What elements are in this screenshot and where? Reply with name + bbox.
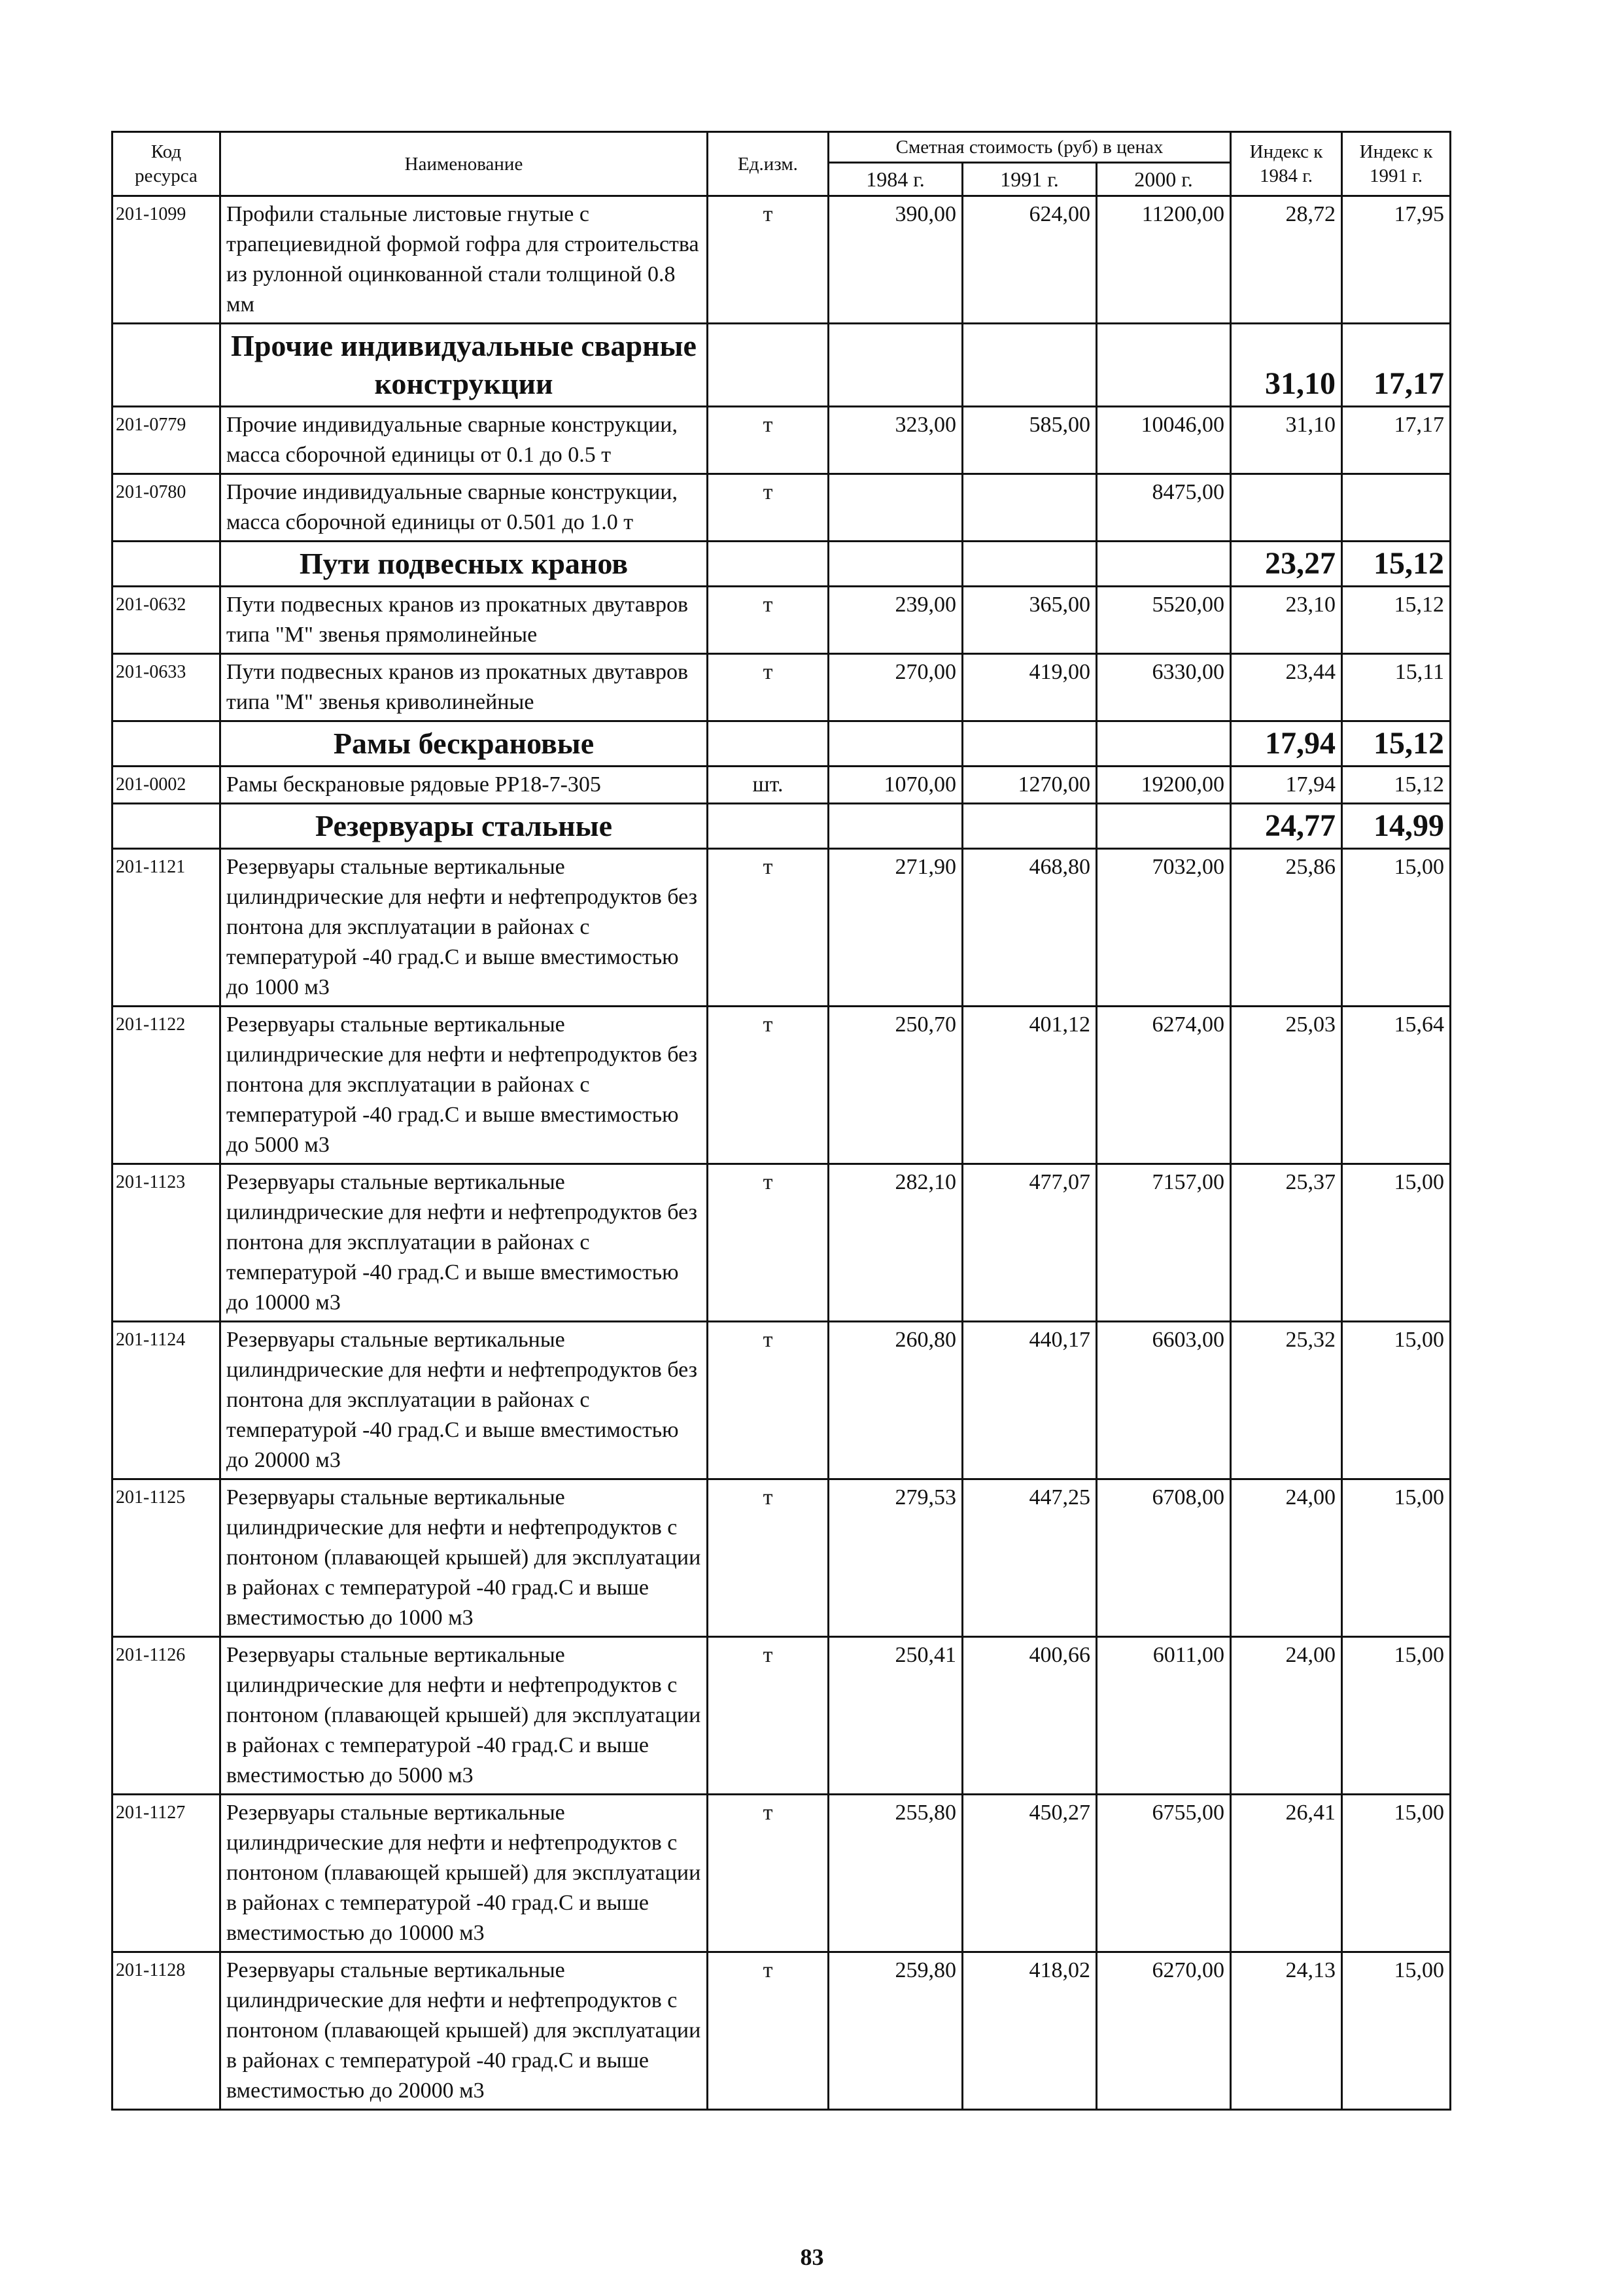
header-code: Код ресурса xyxy=(112,132,220,196)
table-row xyxy=(112,767,1451,804)
price-1991: 450,27 xyxy=(963,1795,1097,1952)
price-2000: 8475,00 xyxy=(1097,474,1231,542)
section-price-1984-cell xyxy=(829,324,963,407)
resource-unit: т xyxy=(708,1164,829,1322)
table-row xyxy=(112,1795,1451,1952)
resource-name: Резервуары стальные вертикальные цилиндрические для нефти и нефтепродуктов без понтона для эксплуатации в районах с температурой -40 град.С и выше вместимостью до 1000 м3 xyxy=(220,849,708,1007)
resource-code: 201-1127 xyxy=(112,1795,220,1952)
section-title: Резервуары стальные xyxy=(220,804,708,849)
price-table-sheet xyxy=(111,131,1449,2111)
resource-unit: т xyxy=(708,1795,829,1952)
resource-unit: т xyxy=(708,654,829,721)
section-price-2000-cell xyxy=(1097,721,1231,767)
table-body xyxy=(112,196,1451,2110)
price-1991: 585,00 xyxy=(963,407,1097,474)
price-1991: 477,07 xyxy=(963,1164,1097,1322)
price-table xyxy=(111,131,1451,2111)
index-1991: 15,64 xyxy=(1342,1007,1451,1164)
header-name: Наименование xyxy=(220,132,708,196)
index-1991: 15,12 xyxy=(1342,767,1451,804)
index-1991: 15,00 xyxy=(1342,1322,1451,1479)
section-price-1984-cell xyxy=(829,804,963,849)
index-1984: 26,41 xyxy=(1231,1795,1342,1952)
table-row xyxy=(112,1952,1451,2110)
price-1991: 365,00 xyxy=(963,587,1097,654)
index-1991: 15,00 xyxy=(1342,1164,1451,1322)
resource-code: 201-1122 xyxy=(112,1007,220,1164)
price-2000: 7157,00 xyxy=(1097,1164,1231,1322)
resource-name: Пути подвесных кранов из прокатных двутавров типа "М" звенья криволинейные xyxy=(220,654,708,721)
price-2000: 5520,00 xyxy=(1097,587,1231,654)
index-1984: 23,44 xyxy=(1231,654,1342,721)
price-2000: 7032,00 xyxy=(1097,849,1231,1007)
resource-unit: т xyxy=(708,407,829,474)
price-2000: 6274,00 xyxy=(1097,1007,1231,1164)
section-price-1984-cell xyxy=(829,721,963,767)
section-index-1991: 17,17 xyxy=(1342,324,1451,407)
index-1991: 15,00 xyxy=(1342,1795,1451,1952)
table-row xyxy=(112,1322,1451,1479)
price-1984: 271,90 xyxy=(829,849,963,1007)
section-price-2000-cell xyxy=(1097,324,1231,407)
header-unit: Ед.изм. xyxy=(708,132,829,196)
resource-name: Резервуары стальные вертикальные цилиндрические для нефти и нефтепродуктов без понтона для эксплуатации в районах с температурой -40 град.С и выше вместимостью до 20000 м3 xyxy=(220,1322,708,1479)
section-unit-cell xyxy=(708,542,829,587)
section-index-1991: 15,12 xyxy=(1342,542,1451,587)
resource-unit: т xyxy=(708,849,829,1007)
resource-code: 201-0632 xyxy=(112,587,220,654)
price-1984: 259,80 xyxy=(829,1952,963,2110)
price-1984: 239,00 xyxy=(829,587,963,654)
resource-name: Пути подвесных кранов из прокатных двутавров типа "М" звенья прямолинейные xyxy=(220,587,708,654)
table-row xyxy=(112,1479,1451,1637)
section-title: Рамы бескрановые xyxy=(220,721,708,767)
section-index-1984: 24,77 xyxy=(1231,804,1342,849)
resource-code: 201-1124 xyxy=(112,1322,220,1479)
section-index-1984: 31,10 xyxy=(1231,324,1342,407)
price-1984: 1070,00 xyxy=(829,767,963,804)
header-year-1991: 1991 г. xyxy=(963,163,1097,196)
section-index-1991: 15,12 xyxy=(1342,721,1451,767)
section-price-1991-cell xyxy=(963,721,1097,767)
section-unit-cell xyxy=(708,721,829,767)
price-1991: 440,17 xyxy=(963,1322,1097,1479)
price-2000: 6270,00 xyxy=(1097,1952,1231,2110)
section-index-1991: 14,99 xyxy=(1342,804,1451,849)
header-row-top xyxy=(112,132,1451,163)
index-1991: 17,17 xyxy=(1342,407,1451,474)
index-1984: 25,37 xyxy=(1231,1164,1342,1322)
resource-code: 201-1123 xyxy=(112,1164,220,1322)
resource-code: 201-1125 xyxy=(112,1479,220,1637)
section-row xyxy=(112,324,1451,407)
resource-code: 201-0779 xyxy=(112,407,220,474)
resource-code: 201-1121 xyxy=(112,849,220,1007)
price-1991: 1270,00 xyxy=(963,767,1097,804)
resource-name: Резервуары стальные вертикальные цилиндрические для нефти и нефтепродуктов без понтона для эксплуатации в районах с температурой -40 град.С и выше вместимостью до 10000 м3 xyxy=(220,1164,708,1322)
table-row xyxy=(112,407,1451,474)
price-1984: 260,80 xyxy=(829,1322,963,1479)
price-2000: 11200,00 xyxy=(1097,196,1231,324)
index-1991: 15,11 xyxy=(1342,654,1451,721)
resource-name: Резервуары стальные вертикальные цилиндрические для нефти и нефтепродуктов с понтоном (плавающей крышей) для эксплуатации в районах с температурой -40 град.С и выше вместимостью до 20000 м3 xyxy=(220,1952,708,2110)
price-1991 xyxy=(963,474,1097,542)
resource-unit: шт. xyxy=(708,767,829,804)
price-1984: 250,70 xyxy=(829,1007,963,1164)
resource-code: 201-1128 xyxy=(112,1952,220,2110)
index-1984: 25,86 xyxy=(1231,849,1342,1007)
section-price-2000-cell xyxy=(1097,804,1231,849)
index-1991 xyxy=(1342,474,1451,542)
index-1984: 28,72 xyxy=(1231,196,1342,324)
table-row xyxy=(112,1164,1451,1322)
index-1984: 24,00 xyxy=(1231,1637,1342,1795)
resource-unit: т xyxy=(708,587,829,654)
index-1984: 24,00 xyxy=(1231,1479,1342,1637)
price-1991: 418,02 xyxy=(963,1952,1097,2110)
table-row xyxy=(112,849,1451,1007)
price-1984: 282,10 xyxy=(829,1164,963,1322)
resource-unit: т xyxy=(708,1479,829,1637)
resource-unit: т xyxy=(708,1322,829,1479)
table-row xyxy=(112,474,1451,542)
section-index-1984: 17,94 xyxy=(1231,721,1342,767)
table-row xyxy=(112,196,1451,324)
header-cost-group: Сметная стоимость (руб) в ценах xyxy=(829,132,1231,163)
index-1984: 31,10 xyxy=(1231,407,1342,474)
index-1991: 15,00 xyxy=(1342,1479,1451,1637)
price-1984: 250,41 xyxy=(829,1637,963,1795)
price-2000: 6755,00 xyxy=(1097,1795,1231,1952)
resource-name: Прочие индивидуальные сварные конструкции, масса сборочной единицы от 0.501 до 1.0 т xyxy=(220,474,708,542)
section-code-cell xyxy=(112,804,220,849)
header-year-1984: 1984 г. xyxy=(829,163,963,196)
section-price-2000-cell xyxy=(1097,542,1231,587)
table-row xyxy=(112,1007,1451,1164)
section-code-cell xyxy=(112,721,220,767)
index-1991: 15,00 xyxy=(1342,849,1451,1007)
index-1984: 25,32 xyxy=(1231,1322,1342,1479)
price-2000: 6603,00 xyxy=(1097,1322,1231,1479)
price-1984: 279,53 xyxy=(829,1479,963,1637)
index-1984: 24,13 xyxy=(1231,1952,1342,2110)
price-1991: 624,00 xyxy=(963,196,1097,324)
resource-unit: т xyxy=(708,474,829,542)
header-index-1991: Индекс к 1991 г. xyxy=(1342,132,1451,196)
resource-name: Профили стальные листовые гнутые с трапециевидной формой гофра для строительства из рулонной оцинкованной стали толщиной 0.8 мм xyxy=(220,196,708,324)
resource-code: 201-0633 xyxy=(112,654,220,721)
price-1984: 323,00 xyxy=(829,407,963,474)
section-price-1991-cell xyxy=(963,804,1097,849)
section-row xyxy=(112,542,1451,587)
price-1984 xyxy=(829,474,963,542)
price-1984: 270,00 xyxy=(829,654,963,721)
section-row xyxy=(112,804,1451,849)
index-1984: 23,10 xyxy=(1231,587,1342,654)
section-title: Прочие индивидуальные сварные конструкции xyxy=(220,324,708,407)
section-index-1984: 23,27 xyxy=(1231,542,1342,587)
resource-name: Резервуары стальные вертикальные цилиндрические для нефти и нефтепродуктов с понтоном (плавающей крышей) для эксплуатации в районах с температурой -40 град.С и выше вместимостью до 5000 м3 xyxy=(220,1637,708,1795)
section-code-cell xyxy=(112,324,220,407)
index-1984 xyxy=(1231,474,1342,542)
resource-name: Рамы бескрановые рядовые РР18-7-305 xyxy=(220,767,708,804)
price-2000: 10046,00 xyxy=(1097,407,1231,474)
table-row xyxy=(112,587,1451,654)
table-row xyxy=(112,654,1451,721)
section-unit-cell xyxy=(708,804,829,849)
section-row xyxy=(112,721,1451,767)
index-1991: 17,95 xyxy=(1342,196,1451,324)
table-row xyxy=(112,1637,1451,1795)
resource-name: Резервуары стальные вертикальные цилиндрические для нефти и нефтепродуктов с понтоном (плавающей крышей) для эксплуатации в районах с температурой -40 град.С и выше вместимостью до 10000 м3 xyxy=(220,1795,708,1952)
index-1991: 15,00 xyxy=(1342,1952,1451,2110)
section-price-1991-cell xyxy=(963,542,1097,587)
price-1991: 419,00 xyxy=(963,654,1097,721)
resource-name: Резервуары стальные вертикальные цилиндрические для нефти и нефтепродуктов без понтона для эксплуатации в районах с температурой -40 град.С и выше вместимостью до 5000 м3 xyxy=(220,1007,708,1164)
index-1984: 17,94 xyxy=(1231,767,1342,804)
section-unit-cell xyxy=(708,324,829,407)
price-2000: 6708,00 xyxy=(1097,1479,1231,1637)
resource-unit: т xyxy=(708,1952,829,2110)
resource-code: 201-0780 xyxy=(112,474,220,542)
price-2000: 19200,00 xyxy=(1097,767,1231,804)
section-code-cell xyxy=(112,542,220,587)
resource-code: 201-1126 xyxy=(112,1637,220,1795)
page-number: 83 xyxy=(800,2244,824,2270)
price-2000: 6330,00 xyxy=(1097,654,1231,721)
resource-name: Прочие индивидуальные сварные конструкции, масса сборочной единицы от 0.1 до 0.5 т xyxy=(220,407,708,474)
header-index-1984: Индекс к 1984 г. xyxy=(1231,132,1342,196)
header-year-2000: 2000 г. xyxy=(1097,163,1231,196)
price-1984: 255,80 xyxy=(829,1795,963,1952)
price-1991: 400,66 xyxy=(963,1637,1097,1795)
section-price-1991-cell xyxy=(963,324,1097,407)
price-1991: 401,12 xyxy=(963,1007,1097,1164)
index-1991: 15,00 xyxy=(1342,1637,1451,1795)
price-2000: 6011,00 xyxy=(1097,1637,1231,1795)
resource-unit: т xyxy=(708,1007,829,1164)
resource-unit: т xyxy=(708,196,829,324)
section-title: Пути подвесных кранов xyxy=(220,542,708,587)
resource-unit: т xyxy=(708,1637,829,1795)
price-1991: 447,25 xyxy=(963,1479,1097,1637)
price-1984: 390,00 xyxy=(829,196,963,324)
index-1991: 15,12 xyxy=(1342,587,1451,654)
resource-name: Резервуары стальные вертикальные цилиндрические для нефти и нефтепродуктов с понтоном (плавающей крышей) для эксплуатации в районах с температурой -40 град.С и выше вместимостью до 1000 м3 xyxy=(220,1479,708,1637)
resource-code: 201-0002 xyxy=(112,767,220,804)
price-1991: 468,80 xyxy=(963,849,1097,1007)
index-1984: 25,03 xyxy=(1231,1007,1342,1164)
section-price-1984-cell xyxy=(829,542,963,587)
resource-code: 201-1099 xyxy=(112,196,220,324)
